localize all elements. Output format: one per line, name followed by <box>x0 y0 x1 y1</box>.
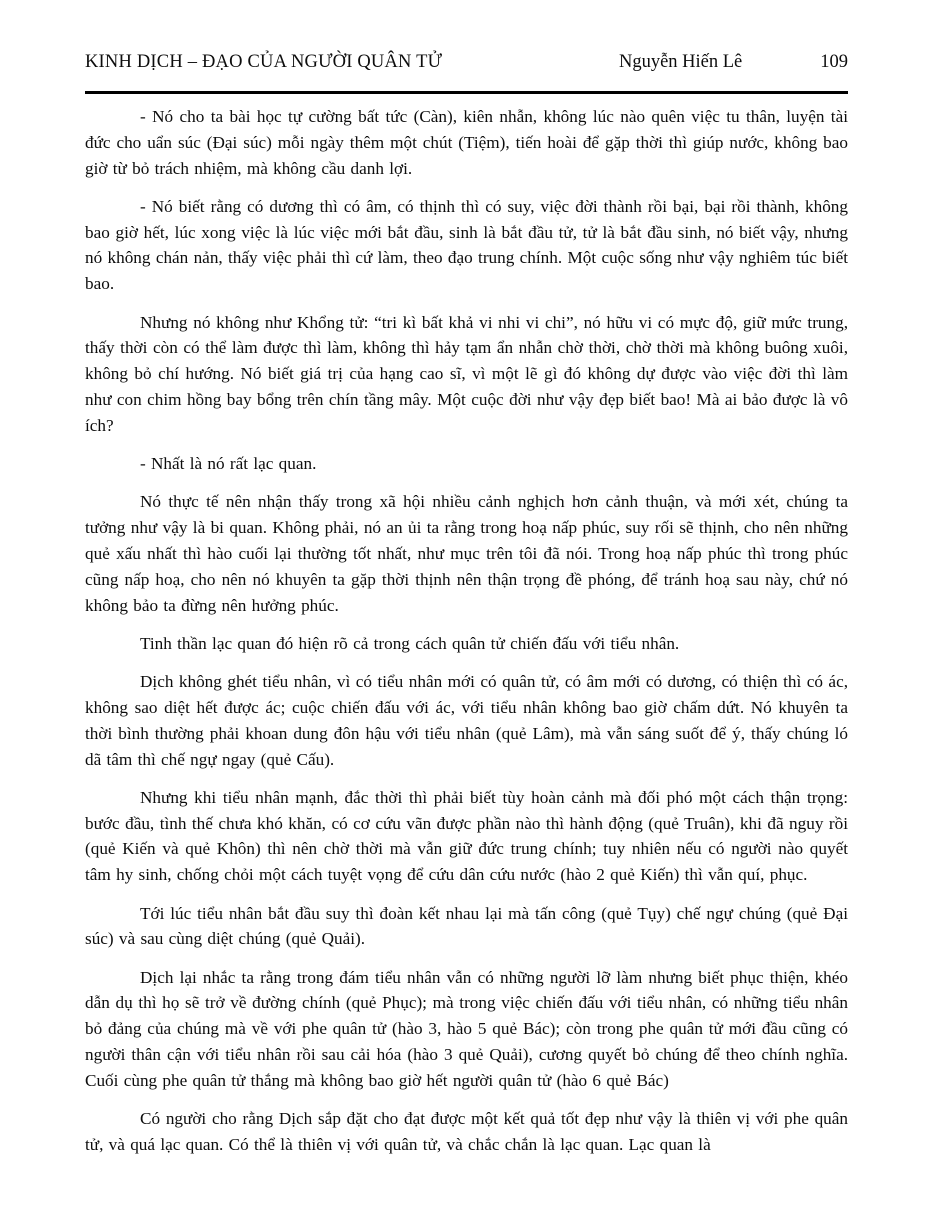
paragraph: Nhưng nó không như Khổng tử: “tri kì bất khả vi nhi vi chi”, nó hữu vi có mực độ, giữ mức trung, thấy thời còn có thể làm được thì làm, không thì hảy tạm ẩn nhẫn chờ thời, chờ thời mà không buông xuôi, không bỏ chí hướng. Nó biết giá trị của hạng cao sĩ, vì một lẽ gì đó không dự được vào việc đời thì làm như con chim hồng bay bổng trên chín tầng mây. Một cuộc đời như vậy đẹp biết bao! Mà ai bảo được là vô ích? <box>85 312 848 435</box>
paragraph: Có người cho rằng Dịch sắp đặt cho đạt được một kết quả tốt đẹp như vậy là thiên vị với phe quân tử, và quá lạc quan. Có thể là thiên vị với quân tử, và chắc chắn là lạc quan. Lạc quan là <box>85 1109 848 1154</box>
paragraph: - Nhất là nó rất lạc quan. <box>140 454 317 474</box>
book-title: KINH DỊCH – ĐẠO CỦA NGƯỜI QUÂN TỬ <box>85 52 443 72</box>
paragraph: Dịch lại nhắc ta rằng trong đám tiểu nhân vẫn có những người lỡ làm nhưng biết phục thiện, khéo dẫn dụ thì họ sẽ trở về đường chính (quẻ Phục); mà trong việc chiến đấu với tiểu nhân, có những tiểu nhân bỏ đảng của chúng mà về với phe quân tử (hào 3, hào 5 quẻ Bác); còn trong phe quân tử mới đầu cũng có người thân cận với tiểu nhân rồi sau cải hóa (hào 3 quẻ Quải), cương quyết bỏ chúng để theo chính nghĩa. Cuối cùng phe quân tử thắng mà không bao giờ hết người quân tử (hào 6 quẻ Bác) <box>85 967 848 1090</box>
paragraph: Dịch không ghét tiểu nhân, vì có tiểu nhân mới có quân tử, có âm mới có dương, có thiện thì có ác, không sao diệt hết được ác; cuộc chiến đấu với ác, với tiểu nhân không bao giờ chấm dứt. Nó khuyên ta thời bình thường phải khoan dung đôn hậu với tiểu nhân (quẻ Lâm), mà vẫn sáng suốt để ý, thấy chúng ló dã tâm thì chế ngự ngay (quẻ Cấu). <box>85 672 848 769</box>
paragraph: Nó thực tế nên nhận thấy trong xã hội nhiều cảnh nghịch hơn cảnh thuận, và mới xét, chúng ta tưởng như vậy là bi quan. Không phải, nó an ủi ta rằng trong hoạ nấp phúc, suy rối sẽ thịnh, cho nên những quẻ xấu nhất thì hào cuối lại thường tốt nhất, như mục trên tôi đã nói. Trong hoạ nấp phúc thì trong phúc cũng nấp hoạ, cho nên nó khuyên ta gặp thời thịnh nên thận trọng đề phóng, để tránh hoạ sau này, chứ nó không bảo ta đừng nên hưởng phúc. <box>85 492 848 615</box>
paragraph: - Nó biết rằng có dương thì có âm, có thịnh thì có suy, việc đời thành rồi bại, bại rồi thành, không bao giờ hết, lúc xong việc là lúc việc mới bắt đầu, sinh là bắt đầu tử, tử là bắt đầu sinh, nó biết vậy, nhưng nó không chán nản, thấy việc phải thì cứ làm, theo đạo trung chính. Một cuộc sống như vậy nghiêm túc biết bao. <box>85 196 848 294</box>
author-name: Nguyễn Hiến Lê <box>618 52 743 72</box>
running-head <box>85 50 848 74</box>
paragraph: Nhưng khi tiểu nhân mạnh, đắc thời thì phải biết tùy hoàn cảnh mà đối phó một cách thận trọng: bước đầu, tình thế chưa khó khăn, có cơ cứu vãn được phần nào thì hành động (quẻ Truân), khi đã nguy rồi (quẻ Kiến và quẻ Khôn) thì nên chờ thời mà vẫn giữ đức trung chính; tuy nhiên nếu có người nào quyết tâm hy sinh, chống chỏi một cách tuyệt vọng để cứu dân cứu nước (hào 2 quẻ Kiến) thì vẫn quí, phục. <box>85 787 848 885</box>
page-number: 109 <box>820 52 848 72</box>
header-divider <box>85 91 848 94</box>
paragraph: - Nó cho ta bài học tự cường bất tức (Càn), kiên nhẫn, không lúc nào quên việc tu thân, luyện tài đức cho uẩn súc (Đại súc) mỗi ngày thêm một chút (Tiệm), tiến hoài để gặp thời thì giúp nước, không bao giờ từ bỏ trách nhiệm, mà không cầu danh lợi. <box>85 107 848 178</box>
paragraph: Tới lúc tiểu nhân bắt đầu suy thì đoàn kết nhau lại mà tấn công (quẻ Tụy) chế ngự chúng (quẻ Đại súc) và sau cùng diệt chúng (quẻ Quải). <box>85 903 848 949</box>
paragraph: Tinh thần lạc quan đó hiện rõ cả trong cách quân tử chiến đấu với tiểu nhân. <box>140 633 680 653</box>
page-body <box>85 104 848 1158</box>
